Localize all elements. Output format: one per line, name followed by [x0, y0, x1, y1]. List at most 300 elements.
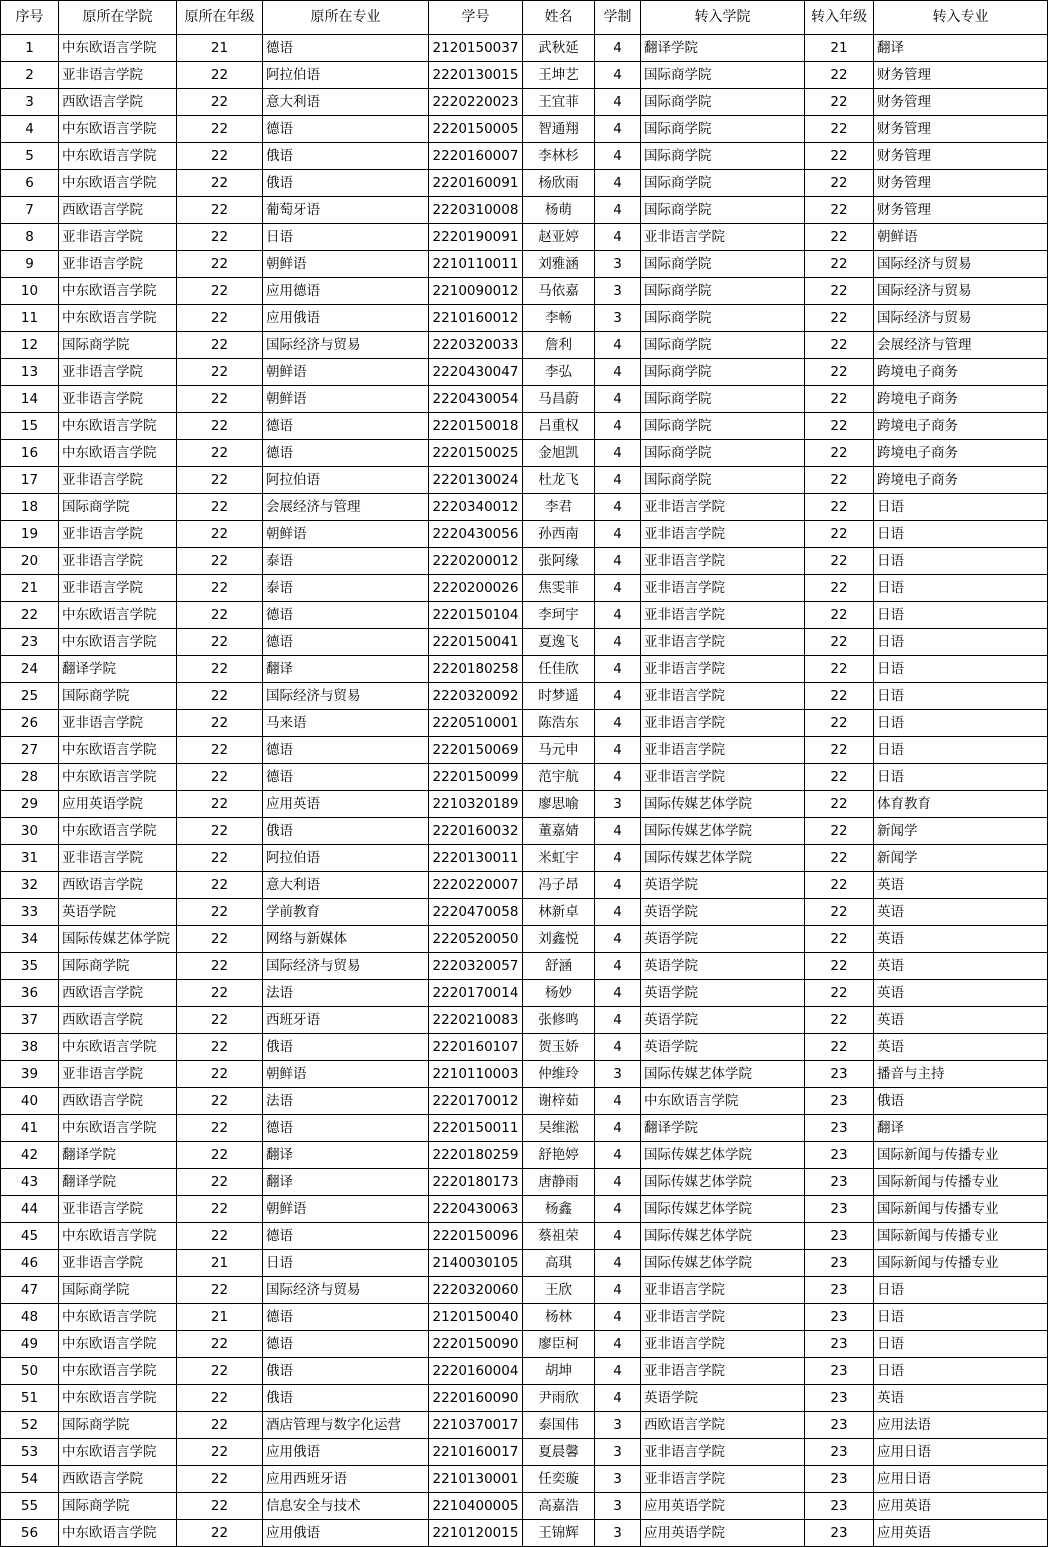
- cell-student-id: 2220520050: [429, 926, 523, 953]
- cell-new-grade: 22: [805, 818, 874, 845]
- cell-new-major: 日语: [874, 683, 1048, 710]
- table-row: [1, 116, 1048, 143]
- cell-name: 谢梓茹: [523, 1088, 595, 1115]
- cell-name: 詹利: [523, 332, 595, 359]
- cell-name: 李畅: [523, 305, 595, 332]
- cell-duration: 4: [595, 737, 641, 764]
- table-row: [1, 1466, 1048, 1493]
- cell-name: 时梦遥: [523, 683, 595, 710]
- cell-new-grade: 22: [805, 332, 874, 359]
- cell-orig-major: 德语: [263, 1115, 429, 1142]
- cell-duration: 4: [595, 1088, 641, 1115]
- cell-student-id: 2210110003: [429, 1061, 523, 1088]
- cell-orig-major: 德语: [263, 116, 429, 143]
- cell-new-college: 英语学院: [641, 899, 805, 926]
- cell-orig-major: 朝鲜语: [263, 386, 429, 413]
- cell-new-college: 翻译学院: [641, 1115, 805, 1142]
- cell-student-id: 2220320092: [429, 683, 523, 710]
- cell-new-college: 国际商学院: [641, 278, 805, 305]
- cell-duration: 3: [595, 251, 641, 278]
- cell-orig-major: 泰语: [263, 548, 429, 575]
- cell-orig-college: 亚非语言学院: [59, 1250, 177, 1277]
- cell-orig-major: 德语: [263, 1331, 429, 1358]
- cell-student-id: 2220160090: [429, 1385, 523, 1412]
- cell-new-grade: 22: [805, 656, 874, 683]
- cell-name: 冯子昂: [523, 872, 595, 899]
- cell-student-id: 2220160107: [429, 1034, 523, 1061]
- cell-new-major: 日语: [874, 1277, 1048, 1304]
- cell-orig-college: 中东欧语言学院: [59, 764, 177, 791]
- cell-new-grade: 22: [805, 494, 874, 521]
- cell-orig-grade: 22: [177, 548, 263, 575]
- cell-new-college: 亚非语言学院: [641, 1304, 805, 1331]
- cell-duration: 4: [595, 197, 641, 224]
- cell-name: 尹雨欣: [523, 1385, 595, 1412]
- cell-orig-grade: 22: [177, 575, 263, 602]
- cell-orig-grade: 22: [177, 1331, 263, 1358]
- cell-student-id: 2220430054: [429, 386, 523, 413]
- cell-student-id: 2220150099: [429, 764, 523, 791]
- cell-new-major: 日语: [874, 1331, 1048, 1358]
- cell-orig-college: 中东欧语言学院: [59, 170, 177, 197]
- cell-orig-grade: 22: [177, 1223, 263, 1250]
- cell-new-college: 亚非语言学院: [641, 1277, 805, 1304]
- cell-orig-major: 阿拉伯语: [263, 845, 429, 872]
- cell-orig-major: 朝鲜语: [263, 359, 429, 386]
- cell-index: 26: [1, 710, 59, 737]
- cell-new-major: 跨境电子商务: [874, 359, 1048, 386]
- cell-name: 杨鑫: [523, 1196, 595, 1223]
- cell-orig-major: 法语: [263, 980, 429, 1007]
- header-name: 姓名: [523, 1, 595, 35]
- cell-name: 泰国伟: [523, 1412, 595, 1439]
- cell-orig-college: 国际商学院: [59, 953, 177, 980]
- cell-new-college: 国际商学院: [641, 89, 805, 116]
- cell-duration: 4: [595, 62, 641, 89]
- cell-orig-major: 国际经济与贸易: [263, 683, 429, 710]
- table-row: [1, 764, 1048, 791]
- table-row: [1, 1385, 1048, 1412]
- cell-orig-college: 中东欧语言学院: [59, 1358, 177, 1385]
- cell-duration: 4: [595, 629, 641, 656]
- table-row: [1, 818, 1048, 845]
- cell-name: 陈浩东: [523, 710, 595, 737]
- cell-orig-major: 俄语: [263, 143, 429, 170]
- cell-student-id: 2220150069: [429, 737, 523, 764]
- cell-new-major: 财务管理: [874, 143, 1048, 170]
- table-row: [1, 1331, 1048, 1358]
- table-row: [1, 791, 1048, 818]
- cell-student-id: 2220150018: [429, 413, 523, 440]
- cell-orig-grade: 22: [177, 224, 263, 251]
- cell-student-id: 2220200026: [429, 575, 523, 602]
- cell-student-id: 2120150037: [429, 35, 523, 62]
- header-index: 序号: [1, 1, 59, 35]
- cell-new-grade: 23: [805, 1385, 874, 1412]
- cell-index: 41: [1, 1115, 59, 1142]
- cell-orig-college: 中东欧语言学院: [59, 1223, 177, 1250]
- cell-new-major: 跨境电子商务: [874, 413, 1048, 440]
- cell-orig-grade: 22: [177, 1520, 263, 1547]
- cell-new-major: 英语: [874, 872, 1048, 899]
- cell-orig-major: 国际经济与贸易: [263, 332, 429, 359]
- cell-orig-college: 西欧语言学院: [59, 872, 177, 899]
- cell-new-grade: 22: [805, 413, 874, 440]
- cell-new-major: 应用日语: [874, 1466, 1048, 1493]
- cell-orig-major: 德语: [263, 764, 429, 791]
- cell-student-id: 2210400005: [429, 1493, 523, 1520]
- cell-orig-major: 翻译: [263, 656, 429, 683]
- cell-orig-college: 西欧语言学院: [59, 1007, 177, 1034]
- cell-index: 24: [1, 656, 59, 683]
- cell-duration: 4: [595, 1331, 641, 1358]
- cell-new-major: 财务管理: [874, 62, 1048, 89]
- cell-orig-grade: 22: [177, 251, 263, 278]
- cell-new-major: 日语: [874, 737, 1048, 764]
- cell-student-id: 2220170012: [429, 1088, 523, 1115]
- cell-new-grade: 22: [805, 548, 874, 575]
- cell-orig-major: 国际经济与贸易: [263, 953, 429, 980]
- cell-new-grade: 22: [805, 359, 874, 386]
- cell-new-college: 英语学院: [641, 953, 805, 980]
- cell-duration: 4: [595, 143, 641, 170]
- cell-orig-college: 翻译学院: [59, 656, 177, 683]
- cell-orig-major: 应用德语: [263, 278, 429, 305]
- cell-new-college: 应用英语学院: [641, 1520, 805, 1547]
- cell-duration: 4: [595, 1196, 641, 1223]
- cell-new-college: 英语学院: [641, 926, 805, 953]
- cell-orig-grade: 22: [177, 791, 263, 818]
- cell-new-major: 翻译: [874, 1115, 1048, 1142]
- cell-index: 17: [1, 467, 59, 494]
- table-row: [1, 332, 1048, 359]
- table-row: [1, 197, 1048, 224]
- cell-orig-grade: 22: [177, 629, 263, 656]
- cell-new-grade: 22: [805, 386, 874, 413]
- cell-orig-major: 德语: [263, 1304, 429, 1331]
- cell-orig-college: 国际商学院: [59, 1493, 177, 1520]
- cell-new-grade: 22: [805, 251, 874, 278]
- cell-new-major: 播音与主持: [874, 1061, 1048, 1088]
- table-row: [1, 413, 1048, 440]
- cell-new-college: 国际传媒艺体学院: [641, 1142, 805, 1169]
- cell-name: 廖臣柯: [523, 1331, 595, 1358]
- cell-student-id: 2120150040: [429, 1304, 523, 1331]
- cell-index: 15: [1, 413, 59, 440]
- cell-orig-major: 俄语: [263, 170, 429, 197]
- cell-duration: 4: [595, 1115, 641, 1142]
- cell-orig-grade: 22: [177, 467, 263, 494]
- cell-name: 唐静雨: [523, 1169, 595, 1196]
- cell-new-grade: 22: [805, 683, 874, 710]
- cell-orig-major: 酒店管理与数字化运营: [263, 1412, 429, 1439]
- cell-name: 林新卓: [523, 899, 595, 926]
- cell-orig-grade: 22: [177, 116, 263, 143]
- cell-new-major: 国际新闻与传播专业: [874, 1223, 1048, 1250]
- cell-new-major: 英语: [874, 1007, 1048, 1034]
- cell-name: 范宇航: [523, 764, 595, 791]
- cell-duration: 4: [595, 1304, 641, 1331]
- cell-orig-college: 亚非语言学院: [59, 224, 177, 251]
- cell-student-id: 2210370017: [429, 1412, 523, 1439]
- cell-index: 42: [1, 1142, 59, 1169]
- cell-orig-major: 德语: [263, 602, 429, 629]
- cell-orig-grade: 22: [177, 602, 263, 629]
- cell-student-id: 2220320060: [429, 1277, 523, 1304]
- cell-new-college: 英语学院: [641, 1385, 805, 1412]
- cell-orig-college: 翻译学院: [59, 1169, 177, 1196]
- cell-new-grade: 22: [805, 980, 874, 1007]
- cell-student-id: 2220160091: [429, 170, 523, 197]
- cell-new-college: 亚非语言学院: [641, 1358, 805, 1385]
- cell-index: 56: [1, 1520, 59, 1547]
- cell-orig-college: 国际商学院: [59, 683, 177, 710]
- cell-new-major: 俄语: [874, 1088, 1048, 1115]
- cell-orig-major: 马来语: [263, 710, 429, 737]
- cell-new-major: 日语: [874, 629, 1048, 656]
- cell-name: 杨萌: [523, 197, 595, 224]
- cell-duration: 4: [595, 818, 641, 845]
- cell-new-college: 英语学院: [641, 1034, 805, 1061]
- cell-orig-grade: 22: [177, 953, 263, 980]
- cell-student-id: 2210160017: [429, 1439, 523, 1466]
- cell-duration: 4: [595, 467, 641, 494]
- cell-orig-major: 学前教育: [263, 899, 429, 926]
- cell-new-college: 国际传媒艺体学院: [641, 845, 805, 872]
- cell-orig-grade: 22: [177, 143, 263, 170]
- header-new-major: 转入专业: [874, 1, 1048, 35]
- cell-index: 14: [1, 386, 59, 413]
- cell-student-id: 2220320033: [429, 332, 523, 359]
- cell-duration: 4: [595, 1169, 641, 1196]
- cell-new-college: 国际商学院: [641, 467, 805, 494]
- cell-index: 50: [1, 1358, 59, 1385]
- cell-index: 48: [1, 1304, 59, 1331]
- cell-name: 高琪: [523, 1250, 595, 1277]
- cell-duration: 4: [595, 1358, 641, 1385]
- cell-new-grade: 22: [805, 305, 874, 332]
- cell-new-college: 应用英语学院: [641, 1493, 805, 1520]
- table-row: [1, 89, 1048, 116]
- cell-orig-college: 西欧语言学院: [59, 1466, 177, 1493]
- cell-new-major: 应用日语: [874, 1439, 1048, 1466]
- cell-new-college: 翻译学院: [641, 35, 805, 62]
- cell-new-grade: 23: [805, 1304, 874, 1331]
- cell-orig-grade: 22: [177, 872, 263, 899]
- cell-student-id: 2210130001: [429, 1466, 523, 1493]
- cell-new-college: 亚非语言学院: [641, 683, 805, 710]
- cell-index: 28: [1, 764, 59, 791]
- cell-new-major: 日语: [874, 548, 1048, 575]
- cell-new-major: 跨境电子商务: [874, 386, 1048, 413]
- cell-new-college: 国际商学院: [641, 251, 805, 278]
- cell-orig-major: 应用俄语: [263, 1439, 429, 1466]
- header-orig-college: 原所在学院: [59, 1, 177, 35]
- cell-new-college: 亚非语言学院: [641, 602, 805, 629]
- cell-index: 10: [1, 278, 59, 305]
- cell-orig-major: 应用俄语: [263, 305, 429, 332]
- cell-orig-grade: 22: [177, 1277, 263, 1304]
- cell-new-grade: 21: [805, 35, 874, 62]
- cell-orig-major: 日语: [263, 1250, 429, 1277]
- cell-student-id: 2220130024: [429, 467, 523, 494]
- cell-student-id: 2220220007: [429, 872, 523, 899]
- table-row: [1, 656, 1048, 683]
- cell-orig-grade: 22: [177, 1142, 263, 1169]
- cell-duration: 4: [595, 1034, 641, 1061]
- cell-orig-major: 朝鲜语: [263, 251, 429, 278]
- cell-name: 刘雅涵: [523, 251, 595, 278]
- cell-new-major: 国际新闻与传播专业: [874, 1250, 1048, 1277]
- cell-orig-major: 应用俄语: [263, 1520, 429, 1547]
- cell-new-major: 国际新闻与传播专业: [874, 1196, 1048, 1223]
- cell-orig-grade: 22: [177, 170, 263, 197]
- cell-new-major: 国际新闻与传播专业: [874, 1169, 1048, 1196]
- cell-index: 30: [1, 818, 59, 845]
- cell-student-id: 2140030105: [429, 1250, 523, 1277]
- table-row: [1, 548, 1048, 575]
- cell-orig-college: 英语学院: [59, 899, 177, 926]
- cell-index: 33: [1, 899, 59, 926]
- cell-new-grade: 22: [805, 116, 874, 143]
- cell-index: 22: [1, 602, 59, 629]
- cell-new-college: 国际传媒艺体学院: [641, 1223, 805, 1250]
- cell-student-id: 2220180259: [429, 1142, 523, 1169]
- cell-duration: 4: [595, 386, 641, 413]
- cell-orig-major: 俄语: [263, 1034, 429, 1061]
- cell-orig-grade: 22: [177, 359, 263, 386]
- table-row: [1, 1061, 1048, 1088]
- cell-duration: 4: [595, 440, 641, 467]
- cell-new-grade: 23: [805, 1115, 874, 1142]
- cell-duration: 4: [595, 1007, 641, 1034]
- table-row: [1, 1196, 1048, 1223]
- cell-duration: 4: [595, 872, 641, 899]
- cell-student-id: 2210110011: [429, 251, 523, 278]
- table-row: [1, 1169, 1048, 1196]
- cell-name: 马昌蔚: [523, 386, 595, 413]
- cell-index: 2: [1, 62, 59, 89]
- cell-student-id: 2220150090: [429, 1331, 523, 1358]
- table-row: [1, 1088, 1048, 1115]
- cell-orig-grade: 22: [177, 1061, 263, 1088]
- cell-name: 吕重权: [523, 413, 595, 440]
- table-row: [1, 737, 1048, 764]
- table-row: [1, 359, 1048, 386]
- cell-orig-college: 应用英语学院: [59, 791, 177, 818]
- cell-student-id: 2210090012: [429, 278, 523, 305]
- cell-orig-college: 中东欧语言学院: [59, 1115, 177, 1142]
- cell-new-college: 亚非语言学院: [641, 737, 805, 764]
- cell-orig-grade: 22: [177, 656, 263, 683]
- cell-new-grade: 23: [805, 1466, 874, 1493]
- cell-index: 5: [1, 143, 59, 170]
- cell-orig-major: 西班牙语: [263, 1007, 429, 1034]
- cell-new-major: 应用英语: [874, 1493, 1048, 1520]
- cell-orig-grade: 22: [177, 386, 263, 413]
- cell-orig-grade: 22: [177, 1169, 263, 1196]
- cell-index: 8: [1, 224, 59, 251]
- cell-student-id: 2220470058: [429, 899, 523, 926]
- cell-new-grade: 23: [805, 1061, 874, 1088]
- cell-new-major: 会展经济与管理: [874, 332, 1048, 359]
- table-row: [1, 575, 1048, 602]
- table-row: [1, 926, 1048, 953]
- table-row: [1, 980, 1048, 1007]
- cell-new-grade: 22: [805, 872, 874, 899]
- cell-student-id: 2220150096: [429, 1223, 523, 1250]
- cell-student-id: 2220150011: [429, 1115, 523, 1142]
- header-new-grade: 转入年级: [805, 1, 874, 35]
- cell-new-college: 英语学院: [641, 872, 805, 899]
- cell-index: 29: [1, 791, 59, 818]
- cell-new-major: 应用英语: [874, 1520, 1048, 1547]
- cell-new-grade: 22: [805, 710, 874, 737]
- cell-new-major: 国际经济与贸易: [874, 305, 1048, 332]
- cell-orig-grade: 22: [177, 710, 263, 737]
- cell-new-major: 翻译: [874, 35, 1048, 62]
- cell-orig-grade: 22: [177, 980, 263, 1007]
- table-row: [1, 872, 1048, 899]
- cell-new-grade: 22: [805, 953, 874, 980]
- cell-new-major: 朝鲜语: [874, 224, 1048, 251]
- cell-index: 55: [1, 1493, 59, 1520]
- table-row: [1, 1115, 1048, 1142]
- cell-duration: 4: [595, 980, 641, 1007]
- cell-orig-college: 国际传媒艺体学院: [59, 926, 177, 953]
- cell-orig-grade: 22: [177, 1196, 263, 1223]
- cell-orig-major: 应用英语: [263, 791, 429, 818]
- cell-name: 武秋延: [523, 35, 595, 62]
- cell-new-major: 日语: [874, 656, 1048, 683]
- cell-new-grade: 22: [805, 467, 874, 494]
- cell-new-major: 财务管理: [874, 197, 1048, 224]
- cell-new-major: 体育教育: [874, 791, 1048, 818]
- cell-student-id: 2210120015: [429, 1520, 523, 1547]
- cell-new-grade: 23: [805, 1088, 874, 1115]
- cell-orig-college: 亚非语言学院: [59, 575, 177, 602]
- table-row: [1, 1304, 1048, 1331]
- cell-new-college: 亚非语言学院: [641, 656, 805, 683]
- cell-orig-grade: 22: [177, 413, 263, 440]
- cell-new-college: 国际传媒艺体学院: [641, 818, 805, 845]
- cell-new-grade: 23: [805, 1142, 874, 1169]
- table-row: [1, 35, 1048, 62]
- cell-orig-college: 中东欧语言学院: [59, 1385, 177, 1412]
- cell-orig-major: 俄语: [263, 1385, 429, 1412]
- cell-student-id: 2220180258: [429, 656, 523, 683]
- cell-new-grade: 23: [805, 1223, 874, 1250]
- cell-orig-major: 朝鲜语: [263, 521, 429, 548]
- cell-orig-grade: 22: [177, 926, 263, 953]
- cell-orig-college: 亚非语言学院: [59, 467, 177, 494]
- cell-new-grade: 22: [805, 197, 874, 224]
- cell-student-id: 2220130011: [429, 845, 523, 872]
- cell-orig-major: 俄语: [263, 1358, 429, 1385]
- cell-new-college: 亚非语言学院: [641, 224, 805, 251]
- cell-orig-grade: 22: [177, 1385, 263, 1412]
- cell-orig-major: 翻译: [263, 1169, 429, 1196]
- cell-new-major: 日语: [874, 575, 1048, 602]
- cell-student-id: 2220210083: [429, 1007, 523, 1034]
- cell-new-grade: 22: [805, 170, 874, 197]
- cell-new-college: 亚非语言学院: [641, 521, 805, 548]
- cell-student-id: 2220150041: [429, 629, 523, 656]
- cell-name: 胡坤: [523, 1358, 595, 1385]
- cell-orig-grade: 22: [177, 845, 263, 872]
- cell-new-major: 新闻学: [874, 818, 1048, 845]
- cell-student-id: 2220150005: [429, 116, 523, 143]
